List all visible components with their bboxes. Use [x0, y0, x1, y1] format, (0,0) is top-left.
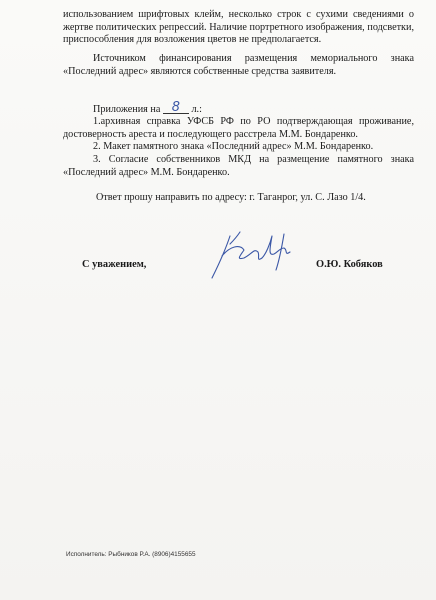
- handwritten-signature: [200, 226, 300, 286]
- attachments-unit: л.:: [191, 104, 202, 115]
- attachment-line: 1.архивная справка УФСБ РФ по РО подтверждающая проживание,: [93, 116, 414, 127]
- attachments-heading: [93, 100, 202, 117]
- attachment-line: 3. Согласие собственников МКД на размещение памятного знака: [93, 154, 414, 165]
- paragraph-funding: [63, 53, 414, 78]
- attachment-line: 2. Макет памятного знака «Последний адрес» М.М. Бондаренко.: [93, 141, 374, 152]
- attachment-line: достоверность ареста и последующего расстрела М.М. Бондаренко.: [63, 128, 358, 140]
- paragraph-line: жертве политических репрессий. Наличие портретного изображения, подсветки,: [63, 21, 414, 33]
- attachment-item-2: [63, 141, 414, 154]
- executor-note: Исполнитель: Рыбников Р.А. (8906)4155655: [66, 551, 196, 558]
- attachment-item-1: [63, 116, 414, 141]
- paragraph-line: использованием шрифтовых клейм, несколько строк с сухими сведениями о: [63, 9, 414, 20]
- signer-name: О.Ю. Кобяков: [316, 259, 383, 270]
- paragraph-line: Источником финансирования размещения мемориального знака: [93, 53, 414, 64]
- attachment-item-3: [63, 154, 414, 179]
- paragraph-description: [63, 9, 414, 47]
- attachments-lead: Приложения на: [93, 104, 161, 115]
- paragraph-line: «Последний адрес» являются собственные средства заявителя.: [63, 65, 337, 77]
- closing-salutation: С уважением,: [82, 259, 147, 270]
- attachment-line: «Последний адрес» М.М. Бондаренко.: [63, 166, 230, 178]
- paragraph-line: приспособления для возложения цветов не предполагается.: [63, 34, 322, 46]
- attachments-count: 8: [163, 102, 189, 114]
- reply-address-request: Ответ прошу направить по адресу: г. Таганрог, ул. С. Лазо 1/4.: [96, 192, 366, 203]
